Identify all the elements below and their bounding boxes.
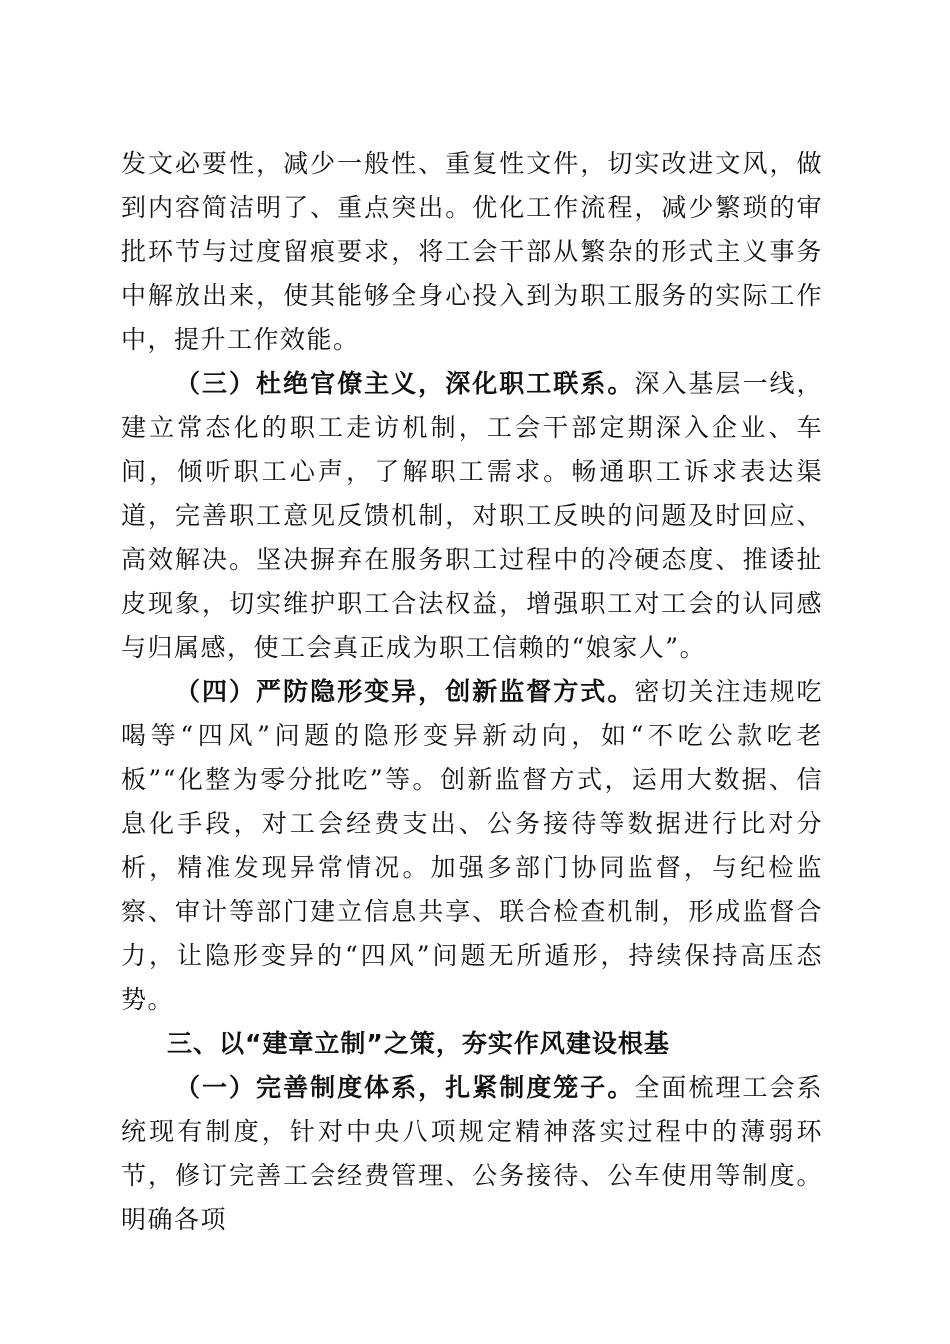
- paragraph-item-4-lead: （四）严防隐形变异，创新监督方式。: [175, 677, 635, 706]
- document-body: [121, 142, 823, 1242]
- paragraph-section3-item-1-lead: （一）完善制度体系，扎紧制度笼子。: [175, 1073, 635, 1102]
- paragraph-section3-item-1: [121, 1066, 823, 1242]
- paragraph-item-3-lead: （三）杜绝官僚主义，深化职工联系。: [175, 369, 635, 398]
- paragraph-item-3-body: 深入基层一线，建立常态化的职工走访机制，工会干部定期深入企业、车间，倾听职工心声，了解职工需求。畅通职工诉求表达渠道，完善职工意见反馈机制，对职工反映的问题及时回应、高效解决。坚决摒弃在服务职工过程中的冷硬态度、推诿扯皮现象，切实维护职工合法权益，增强职工对工会的认同感与归属感，使工会真正成为职工信赖的“娘家人”。: [121, 369, 823, 662]
- paragraph-continuation: [121, 142, 823, 362]
- paragraph-section3-item-1-body: 全面梳理工会系统现有制度，针对中央八项规定精神落实过程中的薄弱环节，修订完善工会经费管理、公务接待、公车使用等制度。明确各项: [121, 1073, 823, 1234]
- paragraph-item-4-body: 密切关注违规吃喝等“四风”问题的隐形变异新动向，如“不吃公款吃老板”“化整为零分批吃”等。创新监督方式，运用大数据、信息化手段，对工会经费支出、公务接待等数据进行比对分析，精准发现异常情况。加强多部门协同监督，与纪检监察、审计等部门建立信息共享、联合检查机制，形成监督合力，让隐形变异的“四风”问题无所遁形，持续保持高压态势。: [121, 677, 823, 1014]
- paragraph-item-3: [121, 362, 823, 670]
- section-heading: 三、以“建章立制”之策，夯实作风建设根基: [167, 1029, 670, 1058]
- paragraph-continuation-text: 发文必要性，减少一般性、重复性文件，切实改进文风，做到内容简洁明了、重点突出。优化工作流程，减少繁琐的审批环节与过度留痕要求，将工会干部从繁杂的形式主义事务中解放出来，使其能够全身心投入到为职工服务的实际工作中，提升工作效能。: [121, 149, 823, 354]
- paragraph-item-4: [121, 670, 823, 1022]
